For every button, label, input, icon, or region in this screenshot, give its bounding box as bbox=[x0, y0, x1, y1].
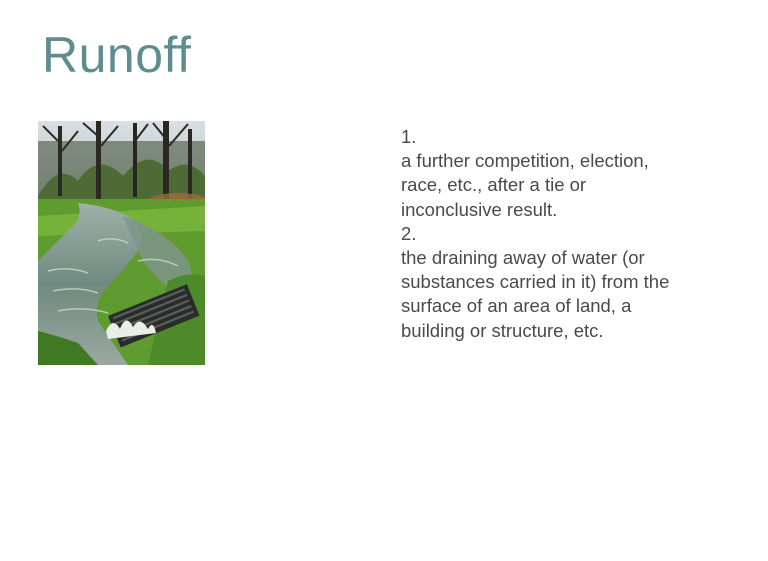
definition-text bbox=[401, 125, 731, 343]
definition-line: 2. bbox=[401, 222, 417, 244]
slide-title: Runoff bbox=[42, 27, 192, 83]
runoff-photo bbox=[38, 121, 205, 365]
definition-line: surface of an area of land, a bbox=[401, 295, 632, 317]
definition-line: substances carried in it) from the bbox=[401, 271, 670, 293]
definition-line: the draining away of water (or bbox=[401, 247, 645, 269]
definition-line: 1. bbox=[401, 126, 417, 147]
definition-line: inconclusive result. bbox=[401, 198, 558, 220]
definition-line: building or structure, etc. bbox=[401, 319, 604, 341]
definition-line: race, etc., after a tie or bbox=[401, 174, 587, 196]
definition-line: a further competition, election, bbox=[401, 150, 649, 172]
